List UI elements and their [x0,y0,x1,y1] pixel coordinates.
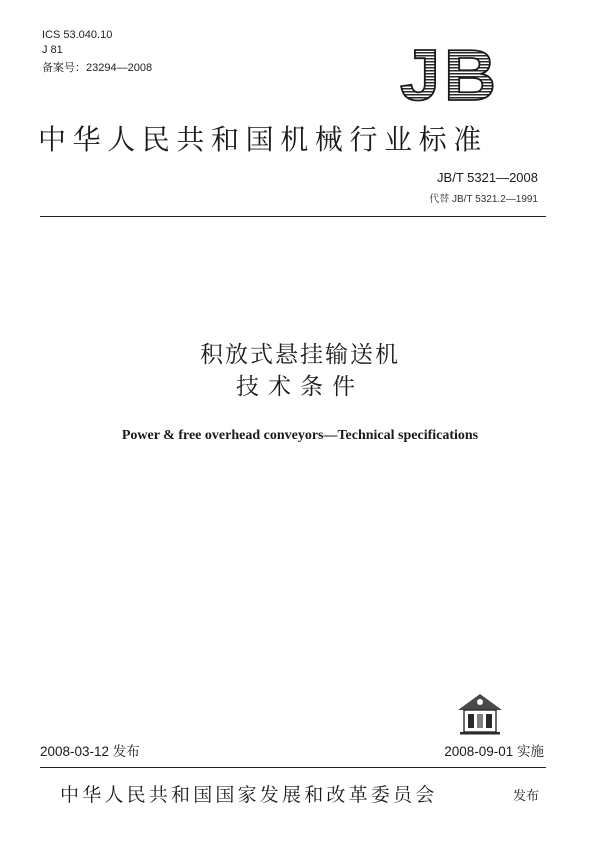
jb-logo-graphic [380,40,520,106]
issuer-name: 中华人民共和国国家发展和改革委员会 [60,784,438,806]
ccs-code: J 81 [42,44,63,56]
issuer-suffix: 发布 [513,789,540,804]
title-cn-line2: 技术条件 [236,374,364,400]
implement-date: 2008-09-01 实施 [444,744,544,759]
standard-type-heading: 中华人民共和国机械行业标准 [38,123,488,156]
publisher-seal-icon [452,688,508,738]
record-number: 备案号：23294—2008 [42,62,153,74]
svg-text:JB: JB [399,40,501,106]
standard-code: JB/T 5321—2008 [437,170,538,185]
ics-code: ICS 53.040.10 [42,29,113,41]
publish-date: 2008-03-12 发布 [40,744,140,759]
replaces-note: 代替 JB/T 5321.2—1991 [429,194,538,205]
title-en: Power & free overhead conveyors—Technical specifications [121,428,479,443]
bottom-divider [40,767,546,768]
jb-logo [380,40,520,106]
title-cn-line1: 积放式悬挂输送机 [200,342,400,368]
top-divider [40,216,546,217]
